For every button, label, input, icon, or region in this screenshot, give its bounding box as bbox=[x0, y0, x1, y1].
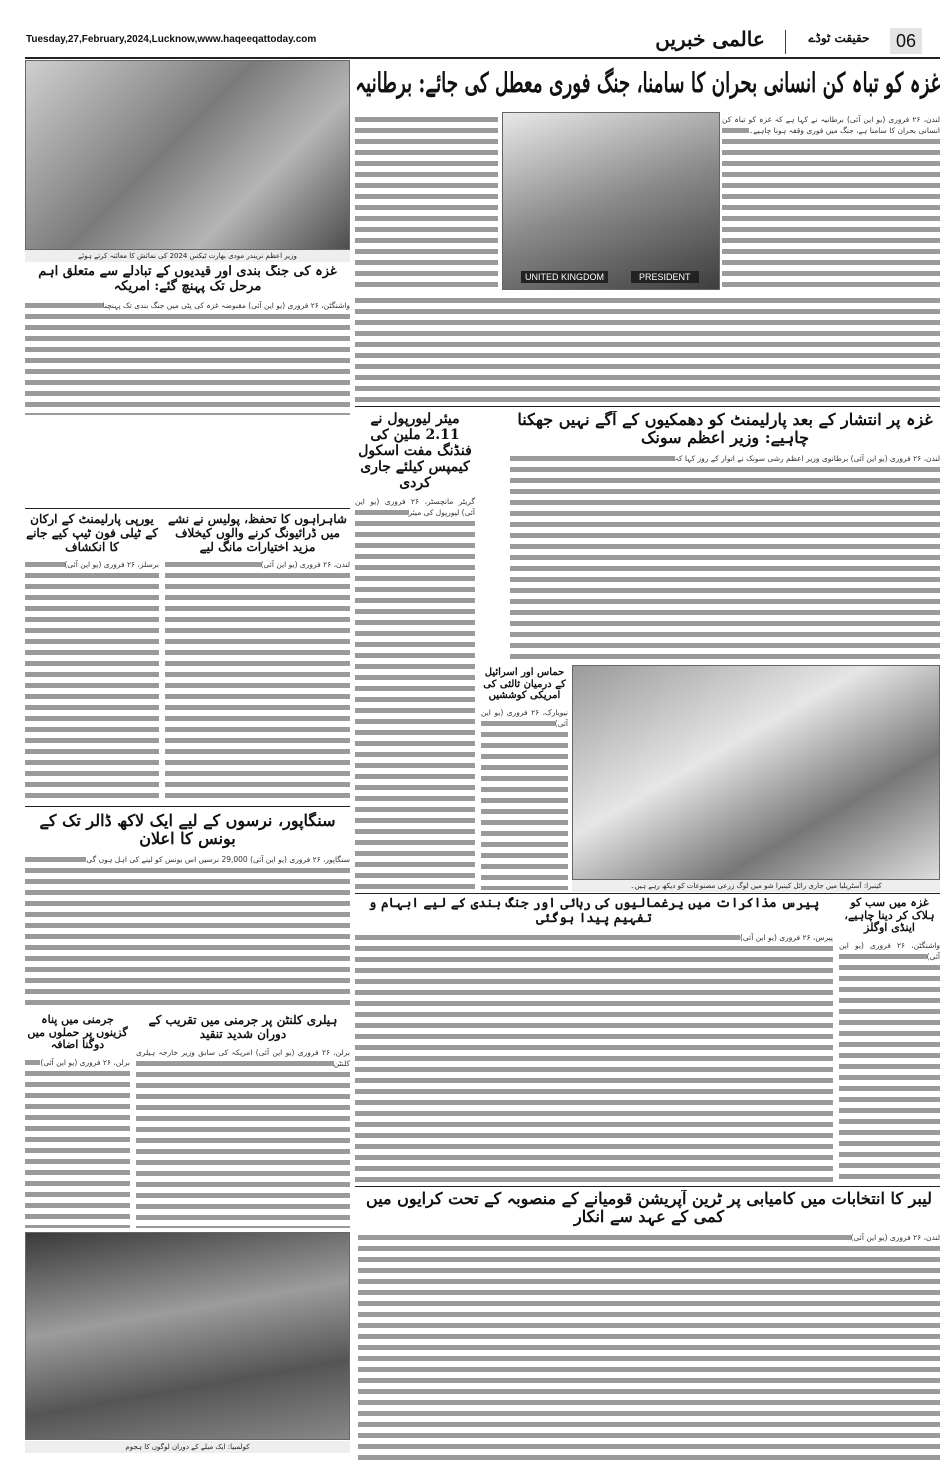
headline-mediation: حماس اور اسرائیل کے درمیان ثالثی کی امریکی کوششیں bbox=[483, 667, 566, 701]
section-rule bbox=[25, 806, 350, 807]
headline-singapore: سنگاپور، نرسوں کے لیے ایک لاکھ ڈالر تک کے بونس کا اعلان bbox=[39, 812, 336, 849]
story-ceasefire bbox=[25, 265, 350, 415]
article-sunak: لندن، ۲۶ فروری (یو این آئی) برطانوی وزیر اعظم رشی سونک نے اتوار کے روز کہا کہ bbox=[510, 453, 940, 661]
plaque-country: UNITED KINGDOM bbox=[521, 271, 608, 283]
section-title: عالمی خبریں bbox=[655, 27, 765, 51]
headline-sunak: غزہ پر انتشار کے بعد پارلیمنٹ کو دھمکیوں کے آگے نہیں جھکنا چاہیے: وزیر اعظم سونک bbox=[517, 411, 933, 448]
photo-bottom-left bbox=[25, 1232, 350, 1440]
article-singapore: سنگاپور، ۲۶ فروری (یو این آئی) 29,000 نرسیں اس بونس کو لینے کی اہل ہوں گی bbox=[25, 854, 350, 1010]
photo-canberra-show bbox=[572, 665, 940, 880]
header-rule bbox=[25, 57, 940, 59]
story-sunak bbox=[510, 411, 940, 661]
story-germany bbox=[25, 1014, 130, 1228]
story-paris bbox=[355, 897, 833, 1183]
article-main-cont bbox=[355, 114, 498, 290]
section-rule bbox=[25, 508, 350, 509]
photo-caption: کینبرا: آسٹریلیا میں جاری رائل کینبرا شو میں لوگ زرعی مصنوعات کو دیکھ رہے ہیں۔ bbox=[572, 880, 940, 892]
story-liverpool bbox=[355, 411, 475, 890]
article-mediation: نیویارک، ۲۶ فروری (یو این آئی) bbox=[481, 707, 568, 891]
section-rule bbox=[355, 893, 940, 894]
article-labour: لندن، ۲۶ فروری (یو این آئی) bbox=[358, 1232, 940, 1462]
article-clinton: برلن، ۲۶ فروری (یو این آئی) امریکہ کی سابق وزیر خارجہ ہیلری کلنٹن bbox=[136, 1047, 350, 1228]
story-clinton bbox=[136, 1014, 350, 1228]
photo-top-left bbox=[25, 60, 350, 250]
section-rule bbox=[355, 406, 940, 407]
article-liverpool: گریٹر مانچسٹر، ۲۶ فروری (یو این آئی) لیورپول کی میئر bbox=[355, 496, 475, 890]
main-headline: غزہ کو تباہ کن انسانی بحران کا سامنا، جنگ فوری معطل کی جائے: برطانیہ bbox=[355, 68, 940, 99]
story-ogles bbox=[839, 897, 940, 1183]
headline-ceasefire: غزہ کی جنگ بندی اور قیدیوں کے تبادلے سے متعلق اہم مرحل تک پہنچ گئے: امریکہ bbox=[38, 265, 337, 294]
article-germany: برلن، ۲۶ فروری (یو این آئی) bbox=[25, 1057, 130, 1228]
story-labour bbox=[358, 1190, 940, 1462]
headline-labour: لیبر کا انتخابات میں کامیابی پر ٹرین آپریشن قومیانے کے منصوبہ کے تحت کرایوں میں کمی کے عہد سے انکار bbox=[366, 1190, 932, 1227]
headline-clinton: ہیلری کلنٹن پر جرمنی میں تقریب کے دوران شدید تنقید bbox=[148, 1014, 338, 1041]
photo-caption: وزیر اعظم نریندر مودی بھارت ٹیکس 2024 کی نمائش کا معائنہ کرتے ہوئے bbox=[25, 250, 350, 262]
article-ceasefire: واشنگٹن، ۲۶ فروری (یو این آئی) مقبوضہ غزہ کی پٹی میں جنگ بندی تک پہنچنا bbox=[25, 300, 350, 415]
headline-ogles: غزہ میں سب کو ہلاک کر دینا چاہیے، اینڈی اوگلز bbox=[844, 897, 935, 935]
photo-un-security-council bbox=[502, 112, 720, 290]
main-headline-box bbox=[355, 62, 940, 110]
headline-germany: جرمنی میں پناہ گزینوں پر حملوں میں دوگنا اضافہ bbox=[27, 1014, 128, 1052]
headline-eu-phones: یورپی پارلیمنٹ کے ارکان کے ٹیلی فون ٹیپ کیے جانے کا انکشاف bbox=[26, 513, 158, 554]
headline-liverpool: میئر لیورپول نے 2.11 ملین کی فنڈنگ مفت اسکول کیمپس کیلئے جاری کردی bbox=[358, 411, 472, 492]
section-rule bbox=[355, 1186, 940, 1187]
article-main-cont2 bbox=[355, 295, 940, 403]
plaque-role: PRESIDENT bbox=[631, 271, 699, 283]
story-singapore bbox=[25, 812, 350, 1010]
logo: حقیقت ٹوڈے bbox=[808, 31, 870, 45]
header-divider bbox=[785, 30, 786, 54]
story-eu-phones bbox=[25, 513, 159, 803]
article-paris: پیرس، ۲۶ فروری (یو این آئی) bbox=[355, 932, 833, 1183]
page-number: 06 bbox=[890, 28, 922, 54]
photo-caption: کولمبیا: ایک میلے کے دوران لوگوں کا ہجوم bbox=[25, 1441, 350, 1453]
story-mediation bbox=[481, 667, 568, 890]
article-police: لندن، ۲۶ فروری (یو این آئی) bbox=[165, 559, 350, 803]
story-police bbox=[165, 513, 350, 803]
article-eu-phones: برسلز، ۲۶ فروری (یو این آئی) bbox=[25, 559, 159, 803]
headline-police: شاہراہوں کا تحفظ، پولیس نے نشے میں ڈرائیونگ کرنے والوں کیخلاف مزید اختیارات مانگ لیے bbox=[168, 513, 347, 554]
article-ogles: واشنگٹن، ۲۶ فروری (یو این آئی) bbox=[839, 940, 940, 1183]
dateline: Tuesday,27,February,2024,Lucknow,www.haqeeqattoday.com bbox=[26, 34, 317, 45]
headline-paris: پیرس مذاکرات میں یرغمالیوں کی رہائی اور جنگ بندی کے لیے ابہام و تفہیم پیدا ہوگئی bbox=[368, 897, 820, 926]
article-main: لندن، ۲۶ فروری (یو این آئی) برطانیہ نے کہا ہے کہ غزہ کو تباہ کن انسانی بحران کا سامنا ہے، جنگ میں فوری وقفہ ہونا چاہیے۔ bbox=[722, 114, 940, 290]
